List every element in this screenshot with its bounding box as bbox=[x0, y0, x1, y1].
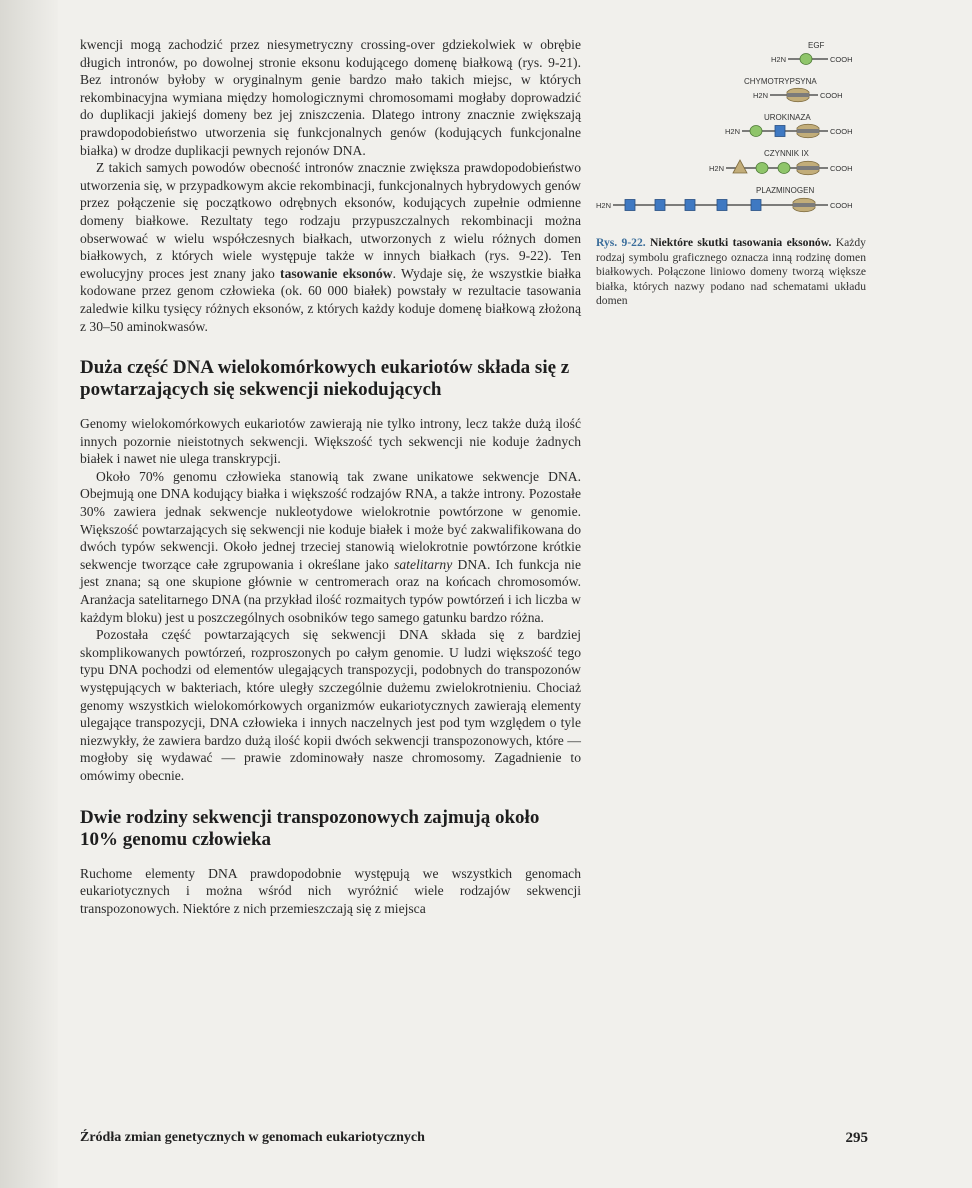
protein-name-plasminogen: PLAZMINOGEN bbox=[756, 186, 815, 195]
egf-c-term: COOH bbox=[830, 55, 853, 64]
plasminogen-blue-domain-3 bbox=[685, 200, 695, 211]
chymotrypsin-c-term: COOH bbox=[820, 91, 843, 100]
figure-caption-label: Rys. 9-22. bbox=[596, 236, 646, 249]
urokinase-blue-domain bbox=[775, 126, 785, 137]
term-exon-shuffling: tasowanie eksonów bbox=[280, 265, 393, 281]
paragraph-2 bbox=[80, 159, 581, 335]
protein-name-urokinase: UROKINAZA bbox=[764, 113, 811, 122]
protein-name-chymotrypsin: CHYMOTRYPSYNA bbox=[744, 77, 817, 86]
page-footer bbox=[80, 1130, 868, 1150]
protein-name-egf: EGF bbox=[808, 41, 825, 50]
figure-caption-title: Niektóre skutki tasowania eksonów. bbox=[650, 236, 832, 249]
figure-caption-text: Każdy rodzaj symbolu graficznego oznacza inną rodzinę domen białkowych. Połączone liniowo domeny tworzą większe białka, których nazwy podano nad schematami układu domen bbox=[596, 236, 866, 307]
running-title: Źródła zmian genetycznych w genomach eukariotycznych bbox=[80, 1130, 425, 1145]
paragraph-1: kwencji mogą zachodzić przez niesymetryczny crossing-over gdziekolwiek w obrębie długich intronów, po dowolnej stronie eksonu kodującego domenę białkową (rys. 9-21). Bez intronów byłoby w oryginalnym genie bardzo mało takich miejsc, w których rekombinacyjna wymiana między homologicznymi chromosomami mogłaby doprowadzić do duplikacji jakiejś domeny bez jej zniszczenia. Dlatego introny znacznie zwiększają prawdopodobieństwo utworzenia się funkcjonalnych genów (kodujących funkcjonalne białka) w drodze duplikacji pewnych rejonów DNA. bbox=[80, 37, 581, 158]
protein-plasminogen bbox=[596, 186, 853, 212]
egf-green-domain bbox=[800, 54, 812, 65]
egf-n-term: H2N bbox=[771, 55, 787, 64]
protein-egf bbox=[771, 41, 853, 65]
section-heading-repetitive-dna: Duża część DNA wielokomórkowych eukariotów składa się z powtarzających się sekwencji niekodujących bbox=[80, 357, 570, 401]
paragraph-4-part-a: Około 70% genomu człowieka stanowią tak zwane unikatowe sekwencje DNA. Obejmują one DNA kodujący białka i większość rodzajów RNA, a także introny. Pozostałe 30% zawiera jednak sekwencje nukleotydowe wielokrotnie powtórzone w genomie. Większość powtarzających się sekwencji nie koduje białek i może być zakwalifikowana do dwóch typów sekwencji. Około jednej trzeciej stanowią wielokrotnie powtórzone krótkie sekwencje tworzące całe zgrupowania i określane jako bbox=[80, 468, 581, 572]
paragraph-6: Ruchome elementy DNA prawdopodobnie występują we wszystkich genomach eukariotycznych i można wśród nich wyróżnić wiele rodzajów sekwencji transpozonowych. Niektóre z nich przemieszczają się z miejsca bbox=[80, 865, 581, 916]
term-satellite: satelitarny bbox=[394, 556, 453, 572]
plasminogen-c-term: COOH bbox=[830, 201, 853, 210]
protein-factor-ix bbox=[709, 149, 853, 175]
figure-caption bbox=[596, 236, 866, 309]
plasminogen-blue-domain-4 bbox=[717, 200, 727, 211]
section-heading-transposons: Dwie rodziny sekwencji transpozonowych zajmują około 10% genomu człowieka bbox=[80, 806, 540, 850]
protein-chymotrypsin bbox=[744, 77, 843, 102]
paragraph-2-part-b: . Wydaje się, że wszystkie białka kodowane przez genom człowieka (ok. 60 000 białek) powstały w rezultacie tasowania zaledwie kilku tysięcy różnych eksonów, z których każdy koduje domenę białkową złożoną z 30–50 aminokwasów. bbox=[80, 265, 581, 334]
main-text-column bbox=[80, 36, 581, 917]
factor-ix-c-term: COOH bbox=[830, 164, 853, 173]
urokinase-green-domain bbox=[750, 126, 762, 137]
paragraph-5: Pozostała część powtarzających się sekwencji DNA składa się z bardziej skomplikowanych powtórzeń, rozproszonych po całym genomie. U ludzi większość tego typu DNA pochodzi od elementów ulegających transpozycji, podobnych do transpozonów występujących w bakteriach, które uległy szczególnie dużemu zwielokrotnieniu. Chociaż genomy wszystkich wielokomórkowych organizmów eukariotycznych zawierają elementy ulegające transpozycji, DNA człowieka i innych naczelnych jest pod tym względem o tyle niezwykły, że zawiera bardzo dużą ilość kopii dwóch sekwencji transpozonowych, które — mogłoby się wydawać — prawie zdominowały nasze chromosomy. Zagadnienie to omówimy obecnie. bbox=[80, 627, 581, 783]
paragraph-4-part-b: DNA. Ich funkcja nie jest znana; są one skupione głównie w centromerach oraz na końcach chromosomów. Aranżacja satelitarnego DNA (na przykład ilość rozmaitych typów powtórzeń i ich liczba w każdym bloku) jest u poszczególnych osobników tego samego gatunku bardzo różna. bbox=[80, 556, 581, 625]
paragraph-3: Genomy wielokomórkowych eukariotów zawierają nie tylko introny, lecz także dużą ilość innych pozornie nieistotnych sekwencji. Większość tych sekwencji nie koduje żadnych białek i nawet nie ulega transkrypcji. bbox=[80, 416, 581, 467]
urokinase-c-term: COOH bbox=[830, 127, 853, 136]
chymotrypsin-protease-domain bbox=[787, 88, 809, 102]
factor-ix-protease-domain bbox=[797, 161, 819, 175]
protein-name-factor-ix: CZYNNIK IX bbox=[764, 149, 809, 158]
plasminogen-blue-domain-2 bbox=[655, 200, 665, 211]
protein-urokinase bbox=[725, 113, 853, 138]
urokinase-n-term: H2N bbox=[725, 127, 741, 136]
urokinase-protease-domain bbox=[797, 124, 819, 138]
plasminogen-protease-domain bbox=[793, 198, 815, 212]
factor-ix-n-term: H2N bbox=[709, 164, 725, 173]
plasminogen-n-term: H2N bbox=[596, 201, 612, 210]
page-gutter-shadow bbox=[0, 0, 58, 1188]
page-number: 295 bbox=[845, 1130, 868, 1146]
factor-ix-green-domain-2 bbox=[778, 163, 790, 174]
factor-ix-triangle-domain bbox=[733, 160, 747, 173]
chymotrypsin-n-term: H2N bbox=[753, 91, 769, 100]
paragraph-4 bbox=[80, 468, 581, 626]
plasminogen-blue-domain-1 bbox=[625, 200, 635, 211]
paragraph-2-part-a: Z takich samych powodów obecność intronów znacznie zwiększa prawdopodobieństwo utworzenia się, w przypadkowym akcie rekombinacji, funkcjonalnych hybrydowych genów przez połączenie się początkowo odrębnych eksonów, kodujących zupełnie odmienne domeny białkowe. Rezultaty tego rodzaju przypuszczalnych rekombinacji można obserwować w wielu współczesnych białkach, utworzonych z wielu różnych domen białkowych, z których wiele występuje także w innych białkach (rys. 9-22). Ten ewolucyjny proces jest znany jako bbox=[80, 160, 581, 281]
exon-shuffling-figure bbox=[596, 40, 878, 226]
plasminogen-blue-domain-5 bbox=[751, 200, 761, 211]
factor-ix-green-domain-1 bbox=[756, 163, 768, 174]
